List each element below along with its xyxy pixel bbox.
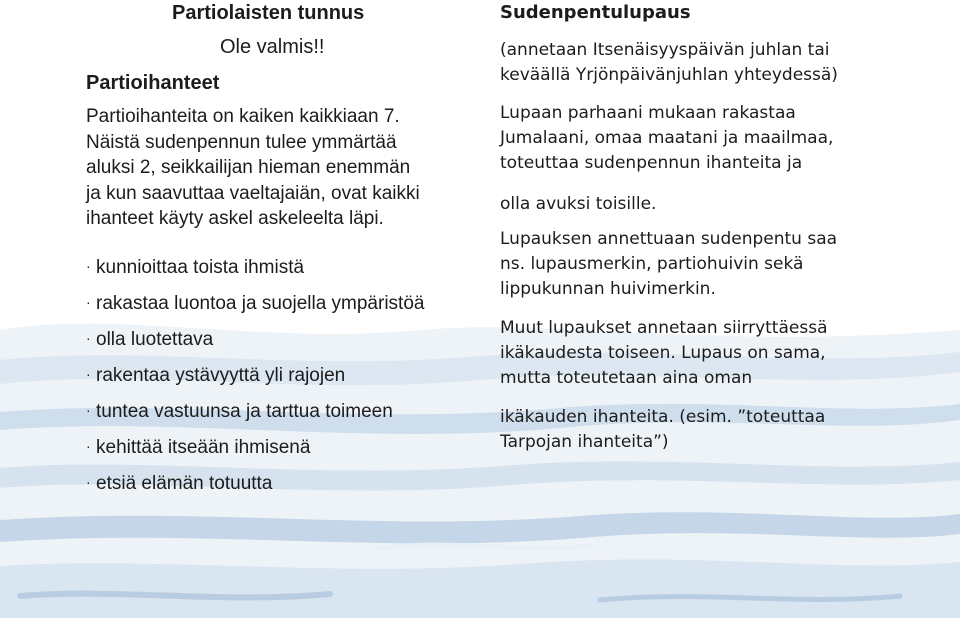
promise-paragraph xyxy=(500,192,940,217)
ideal-text: kunnioittaa toista ihmistä xyxy=(96,257,305,278)
promise-line: ikäkauden ihanteita. (esim. ”toteuttaa xyxy=(500,407,826,427)
list-item xyxy=(86,468,424,504)
bullet: · xyxy=(86,438,91,454)
promise-line: lippukunnan huivimerkin. xyxy=(500,279,716,299)
promise-line: ikäkaudesta toiseen. Lupaus on sama, xyxy=(500,343,826,363)
promise-line: Lupauksen annettuaan sudenpentu saa xyxy=(500,229,838,249)
intro-line: Näistä sudenpennun tulee ymmärtää xyxy=(86,131,397,153)
promise-line: mutta toteutetaan aina oman xyxy=(500,368,753,388)
promise-paragraph xyxy=(500,38,940,88)
motto: Ole valmis!! xyxy=(220,36,325,58)
list-item xyxy=(86,324,424,360)
promise-line: (annetaan Itsenäisyyspäivän juhlan tai xyxy=(500,40,830,60)
list-item xyxy=(86,360,424,396)
bullet: · xyxy=(86,474,91,490)
bullet: · xyxy=(86,402,91,418)
promise-line: keväällä Yrjönpäivänjuhlan yhteydessä) xyxy=(500,65,838,85)
ideals-intro xyxy=(86,104,466,232)
promise-paragraph xyxy=(500,316,940,391)
list-item xyxy=(86,432,424,468)
bullet: · xyxy=(86,366,91,382)
ideal-text: rakentaa ystävyyttä yli rajojen xyxy=(96,365,346,386)
emblem-title: Partiolaisten tunnus xyxy=(172,2,365,24)
promise-line: Lupaan parhaani mukaan rakastaa xyxy=(500,103,796,123)
promise-line: toteuttaa sudenpennun ihanteita ja xyxy=(500,153,803,173)
ideal-text: tuntea vastuunsa ja tarttua toimeen xyxy=(96,401,393,422)
promise-heading: Sudenpentulupaus xyxy=(500,2,691,23)
ideals-heading: Partioihanteet xyxy=(86,72,220,94)
promise-line: Jumalaani, omaa maatani ja maailmaa, xyxy=(500,128,834,148)
ideal-text: olla luotettava xyxy=(96,329,214,350)
bullet: · xyxy=(86,330,91,346)
promise-paragraph xyxy=(500,405,940,455)
intro-line: ja kun saavuttaa vaeltajaiän, ovat kaikki xyxy=(86,182,420,204)
ideal-text: kehittää itseään ihmisenä xyxy=(96,437,311,458)
promise-line: olla avuksi toisille. xyxy=(500,194,657,214)
bullet: · xyxy=(86,258,91,274)
ideal-text: etsiä elämän totuutta xyxy=(96,473,273,494)
ideals-list xyxy=(86,252,424,504)
promise-paragraph xyxy=(500,227,940,302)
bullet: · xyxy=(86,294,91,310)
ideal-text: rakastaa luontoa ja suojella ympäristöä xyxy=(96,293,425,314)
promise-line: Muut lupaukset annetaan siirryttäessä xyxy=(500,318,828,338)
list-item xyxy=(86,396,424,432)
intro-line: aluksi 2, seikkailijan hieman enemmän xyxy=(86,157,411,178)
list-item xyxy=(86,288,424,324)
promise-paragraph xyxy=(500,101,940,176)
intro-line: Partioihanteita on kaiken kaikkiaan 7. xyxy=(86,106,400,127)
intro-line: ihanteet käyty askel askeleelta läpi. xyxy=(86,208,384,229)
promise-line: ns. lupausmerkin, partiohuivin sekä xyxy=(500,254,804,274)
list-item xyxy=(86,252,424,288)
promise-line: Tarpojan ihanteita”) xyxy=(500,432,669,452)
